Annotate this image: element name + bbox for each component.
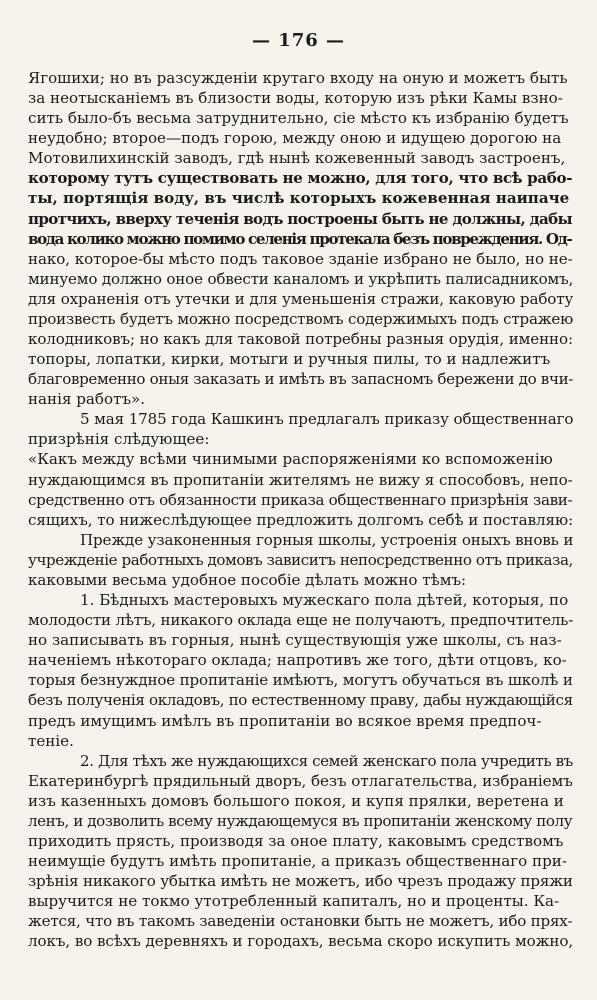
text-line: протчихъ, вверху теченія водъ построены быть не должны, дабы bbox=[28, 209, 572, 228]
text-line: Ягошихи; но въ разсужденіи крутаго входу на оную и можетъ быть bbox=[28, 69, 568, 87]
text-line: минуемо должно оное обвести каналомъ и укрѣпить палисадникомъ, bbox=[28, 269, 573, 288]
text-line: призрѣнія слѣдующее: bbox=[28, 430, 210, 449]
text-line: ленъ, и дозволить всему нуждающемуся въ пропитаніи женскому полу bbox=[28, 811, 573, 830]
text-line: сящихъ, то нижеслѣдующее предложить долгомъ себѣ и поставляю: bbox=[28, 510, 573, 529]
text-line: жется, что въ такомъ заведеніи остановки быть не можетъ, ибо прях- bbox=[28, 912, 573, 931]
text-line: каковыми весьма удобное пособіе дѣлать можно тѣмъ: bbox=[28, 570, 467, 589]
text-line: для охраненія отъ утечки и для уменьшенія стражи, каковую работу bbox=[28, 289, 573, 308]
text-line: средственно отъ обязанности приказа общественнаго призрѣнія зави- bbox=[28, 490, 573, 509]
text-line: нуждающимся въ пропитаніи жителямъ не вижу я способовъ, непо- bbox=[28, 470, 573, 489]
text-line: за неотысканіемъ въ близости воды, которую изъ рѣки Камы взно- bbox=[28, 89, 563, 108]
body-text bbox=[28, 68, 573, 951]
text-line: нанія работъ». bbox=[28, 390, 146, 409]
text-line: наченіемъ нѣкотораго оклада; напротивъ же того, дѣти отцовъ, ко- bbox=[28, 651, 567, 670]
text-line: неимущіе будутъ имѣть пропитаніе, а приказъ общественнаго при- bbox=[28, 852, 567, 871]
text-line: теніе. bbox=[28, 731, 74, 750]
text-line: 1. Бѣдныхъ мастеровыхъ мужескаго пола дѣтей, которыя, по bbox=[80, 591, 569, 610]
text-line: вода колико можно помимо селенія протекала безъ повреждения. Од- bbox=[28, 229, 572, 248]
text-line: колодниковъ; но какъ для таковой потребны разныя орудія, именно: bbox=[28, 330, 573, 349]
text-line: приходить прясть, производя за оное плату, каковымъ средствомъ bbox=[28, 831, 564, 850]
text-line: «Какъ между всѣми чинимыми распоряженіями ко вспоможенію bbox=[28, 450, 553, 469]
text-line: изъ казенныхъ домовъ большого покоя, и купя прялки, веретена и bbox=[28, 791, 564, 810]
text-line: топоры, лопатки, кирки, мотыги и ручныя пилы, то и надлежитъ bbox=[28, 350, 551, 369]
text-line: выручится не токмо утотребленный капиталъ, но и проценты. Ка- bbox=[28, 892, 560, 911]
text-line: молодости лѣтъ, никакого оклада еще не получаютъ, предпочтитель- bbox=[28, 611, 573, 630]
text-line: сить было-бъ весьма затруднительно, сіе мѣсто къ избранію будетъ bbox=[28, 109, 569, 128]
text-line: безъ полученія окладовъ, по естественному праву, дабы нуждающійся bbox=[28, 691, 573, 710]
text-line: Прежде узаконенныя горныя школы, устроенія оныхъ вновь и bbox=[80, 530, 573, 549]
text-line: благовременно оныя заказать и имѣть въ запасномъ бережени до вчи- bbox=[28, 370, 573, 389]
text-line: нако, которое-бы мѣсто подъ таковое зданіе избрано не было, но не- bbox=[28, 249, 573, 268]
text-line: предъ имущимъ имѣлъ въ пропитаніи во всякое время предпоч- bbox=[28, 711, 542, 730]
text-line: 2. Для тѣхъ же нуждающихся семей женскаго пола учредить въ bbox=[80, 751, 573, 770]
text-line: неудобно; второе—подъ горою, между оною и идущею дорогою на bbox=[28, 129, 562, 148]
text-line: Екатеринбургѣ прядильный дворъ, безъ отлагательства, избраніемъ bbox=[28, 771, 573, 790]
page-number: — 176 — bbox=[251, 30, 346, 51]
text-line: ты, портящія воду, въ числѣ которыхъ кожевенная наипаче bbox=[28, 189, 570, 208]
text-line: которому тутъ существовать не можно, для того, что всѣ рабо- bbox=[28, 169, 573, 188]
text-line: произвесть будетъ можно посредствомъ содержимыхъ подъ стражею bbox=[28, 309, 573, 328]
text-line: локъ, во всѣхъ деревняхъ и городахъ, весьма скоро искупить можно, bbox=[28, 932, 573, 951]
text-line: но записывать въ горныя, нынѣ существующія уже школы, съ наз- bbox=[28, 631, 562, 650]
text-line: учрежденіе работныхъ домовъ зависитъ непосредственно отъ приказа, bbox=[28, 550, 573, 569]
text-line: Мотовилихинскій заводъ, гдѣ нынѣ кожевенный заводъ застроенъ, bbox=[28, 149, 566, 168]
text-line: торыя безнуждное пропитаніе имѣютъ, могутъ обучаться въ школѣ и bbox=[28, 671, 573, 690]
text-line: зрѣнія никакого убытка имѣть не можетъ, ибо чрезъ продажу пряжи bbox=[28, 872, 573, 891]
text-line: 5 мая 1785 года Кашкинъ предлагалъ приказу общественнаго bbox=[80, 410, 573, 429]
